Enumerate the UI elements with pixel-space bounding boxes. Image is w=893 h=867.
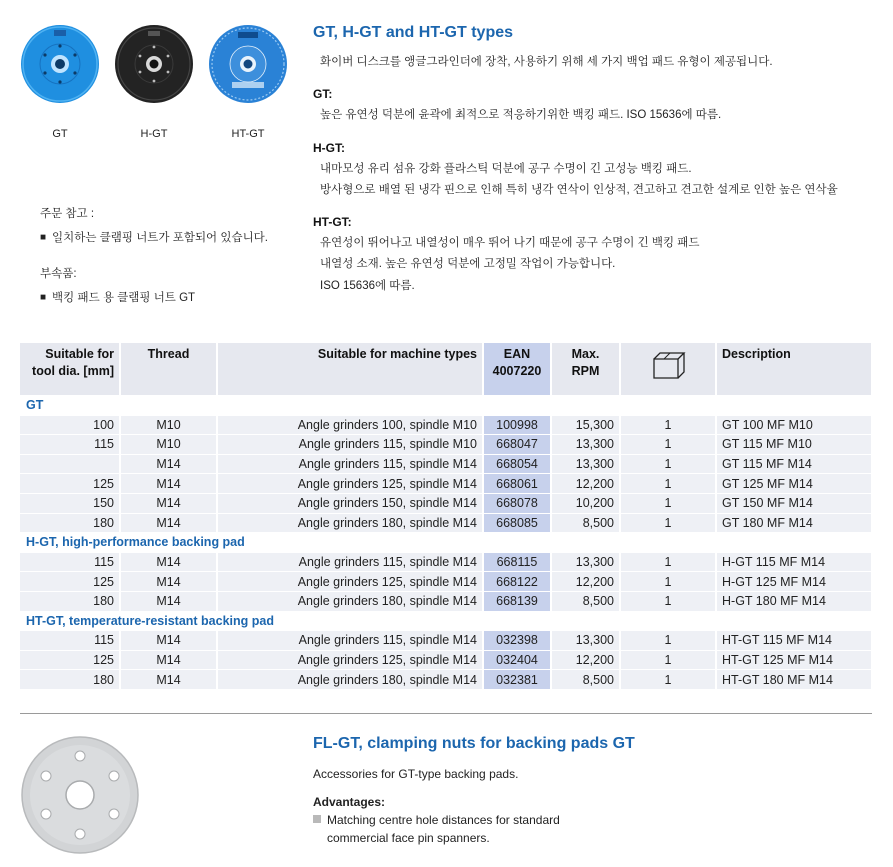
cell-tool-dia: 125 — [20, 571, 119, 591]
cell-tool-dia: 125 — [20, 650, 119, 670]
cell-tool-dia: 115 — [20, 434, 119, 454]
group-title: GT — [20, 395, 871, 415]
cell-max-rpm: 12,200 — [550, 650, 619, 670]
group-title: H-GT, high-performance backing pad — [20, 532, 871, 552]
cell-machine-type: Angle grinders 180, spindle M14 — [216, 513, 482, 533]
cell-ean: 668085 — [482, 513, 550, 533]
cell-machine-type: Angle grinders 150, spindle M14 — [216, 493, 482, 513]
htgt-backing-pad-image — [208, 24, 288, 104]
hgt-backing-pad-image — [114, 24, 194, 104]
group-header-row — [20, 532, 871, 552]
cell-machine-type: Angle grinders 180, spindle M14 — [216, 591, 482, 611]
cell-max-rpm: 8,500 — [550, 513, 619, 533]
cell-thread: M14 — [119, 552, 216, 572]
cell-thread: M14 — [119, 630, 216, 650]
htgt-description-1: 유연성이 뛰어나고 내열성이 매우 뛰어 나기 때문에 공구 수명이 긴 백킹 패드 — [320, 237, 700, 250]
cell-description: HT-GT 125 MF M14 — [715, 650, 871, 670]
accessory-item: ■ 백킹 패드 용 클램핑 너트 GT — [40, 288, 300, 310]
cell-max-rpm: 13,300 — [550, 552, 619, 572]
box-icon — [650, 350, 686, 380]
cell-thread: M14 — [119, 454, 216, 474]
table-header — [20, 343, 871, 395]
cell-description: GT 100 MF M10 — [715, 415, 871, 435]
clamping-nut-section — [313, 735, 873, 847]
cell-machine-type: Angle grinders 180, spindle M14 — [216, 669, 482, 689]
clamping-nut-title: FL-GT, clamping nuts for backing pads GT — [313, 735, 635, 752]
cell-max-rpm: 12,200 — [550, 571, 619, 591]
htgt-heading: HT-GT: — [313, 215, 352, 230]
cell-thread: M14 — [119, 571, 216, 591]
section-divider — [20, 713, 872, 714]
cell-pack-qty: 1 — [619, 434, 715, 454]
cell-ean: 100998 — [482, 415, 550, 435]
cell-description: GT 125 MF M14 — [715, 473, 871, 493]
cell-tool-dia: 125 — [20, 473, 119, 493]
order-note-item: ■ 일치하는 클램핑 너트가 포함되어 있습니다. — [40, 228, 300, 250]
product-images — [20, 24, 280, 154]
cell-pack-qty: 1 — [619, 493, 715, 513]
clamping-nut-image — [20, 728, 140, 863]
cell-pack-qty: 1 — [619, 552, 715, 572]
cell-description: HT-GT 180 MF M14 — [715, 669, 871, 689]
cell-pack-qty: 1 — [619, 415, 715, 435]
cell-max-rpm: 15,300 — [550, 415, 619, 435]
gt-caption: GT — [52, 128, 68, 140]
cell-description: GT 180 MF M14 — [715, 513, 871, 533]
cell-ean: 668047 — [482, 434, 550, 454]
header-max-rpm: Max. RPM — [550, 343, 619, 395]
cell-ean: 032398 — [482, 630, 550, 650]
types-title: GT, H-GT and HT-GT types — [313, 24, 514, 41]
cell-max-rpm: 10,200 — [550, 493, 619, 513]
clamping-nut-text: Accessories for GT-type backing pads. — [313, 767, 519, 781]
group-header-row — [20, 611, 871, 631]
types-intro — [313, 24, 883, 297]
header-pack — [619, 343, 715, 395]
cell-pack-qty: 1 — [619, 669, 715, 689]
cell-ean: 668061 — [482, 473, 550, 493]
hgt-caption: H-GT — [140, 128, 168, 140]
table-row — [20, 454, 871, 474]
cell-description: H-GT 115 MF M14 — [715, 552, 871, 572]
table-row — [20, 552, 871, 572]
cell-description: HT-GT 115 MF M14 — [715, 630, 871, 650]
cell-pack-qty: 1 — [619, 473, 715, 493]
cell-pack-qty: 1 — [619, 513, 715, 533]
cell-description: GT 115 MF M10 — [715, 434, 871, 454]
table-row — [20, 669, 871, 689]
htgt-description-2: 내열성 소재. 높은 유연성 덕분에 고정밀 작업이 가능합니다. — [320, 258, 616, 271]
hgt-description-2: 방사형으로 배열 된 냉각 핀으로 인해 특히 냉각 연삭이 인상적, 견고하고 견고한 설계로 인한 높은 연삭율 — [320, 183, 838, 196]
cell-pack-qty: 1 — [619, 650, 715, 670]
hgt-description-1: 내마모성 유리 섬유 강화 플라스틱 덕분에 공구 수명이 긴 고성능 백킹 패드. — [320, 162, 692, 175]
cell-machine-type: Angle grinders 115, spindle M14 — [216, 630, 482, 650]
cell-pack-qty: 1 — [619, 591, 715, 611]
cell-thread: M14 — [119, 650, 216, 670]
table-row — [20, 434, 871, 454]
table-row — [20, 650, 871, 670]
accessory-heading: 부속품: — [40, 267, 77, 280]
cell-thread: M14 — [119, 493, 216, 513]
cell-ean: 668078 — [482, 493, 550, 513]
cell-tool-dia — [20, 454, 119, 474]
cell-ean: 032381 — [482, 669, 550, 689]
gt-description: 높은 유연성 덕분에 윤곽에 최적으로 적응하기위한 백킹 패드. ISO 15636에 따름. — [320, 109, 722, 122]
cell-ean: 032404 — [482, 650, 550, 670]
cell-max-rpm: 12,200 — [550, 473, 619, 493]
advantage-item-line2: commercial face pin spanners. — [327, 831, 490, 845]
header-ean: EAN 4007220 — [482, 343, 550, 395]
gt-heading: GT: — [313, 87, 333, 102]
cell-tool-dia: 150 — [20, 493, 119, 513]
cell-max-rpm: 8,500 — [550, 669, 619, 689]
cell-machine-type: Angle grinders 125, spindle M14 — [216, 571, 482, 591]
cell-max-rpm: 13,300 — [550, 454, 619, 474]
cell-thread: M14 — [119, 513, 216, 533]
table-row — [20, 591, 871, 611]
group-header-row — [20, 395, 871, 415]
types-description: 화이버 디스크를 앵글그라인더에 장착, 사용하기 위해 세 가지 백업 패드 유형이 제공됩니다. — [320, 56, 773, 68]
cell-machine-type: Angle grinders 115, spindle M14 — [216, 454, 482, 474]
header-machine-types: Suitable for machine types — [216, 343, 482, 395]
group-title: HT-GT, temperature-resistant backing pad — [20, 611, 871, 631]
cell-machine-type: Angle grinders 115, spindle M10 — [216, 434, 482, 454]
cell-max-rpm: 13,300 — [550, 434, 619, 454]
cell-thread: M10 — [119, 434, 216, 454]
cell-description: GT 115 MF M14 — [715, 454, 871, 474]
hgt-heading: H-GT: — [313, 140, 345, 155]
cell-ean: 668054 — [482, 454, 550, 474]
advantage-item-line1: Matching centre hole distances for standard — [313, 811, 873, 829]
cell-ean: 668139 — [482, 591, 550, 611]
cell-tool-dia: 115 — [20, 552, 119, 572]
table-row — [20, 630, 871, 650]
cell-tool-dia: 180 — [20, 591, 119, 611]
table-row — [20, 513, 871, 533]
cell-description: H-GT 180 MF M14 — [715, 591, 871, 611]
advantages-heading: Advantages: — [313, 795, 386, 809]
gt-backing-pad-image — [20, 24, 100, 104]
cell-tool-dia: 115 — [20, 630, 119, 650]
htgt-caption: HT-GT — [231, 128, 265, 140]
cell-max-rpm: 8,500 — [550, 591, 619, 611]
cell-thread: M14 — [119, 591, 216, 611]
cell-machine-type: Angle grinders 115, spindle M14 — [216, 552, 482, 572]
cell-thread: M14 — [119, 473, 216, 493]
cell-thread: M10 — [119, 415, 216, 435]
table-row — [20, 571, 871, 591]
product-table — [20, 343, 871, 689]
order-note-heading: 주문 참고 : — [40, 208, 95, 220]
cell-ean: 668122 — [482, 571, 550, 591]
cell-pack-qty: 1 — [619, 454, 715, 474]
table-row — [20, 415, 871, 435]
cell-machine-type: Angle grinders 100, spindle M10 — [216, 415, 482, 435]
cell-pack-qty: 1 — [619, 571, 715, 591]
cell-ean: 668115 — [482, 552, 550, 572]
header-tool-dia: Suitable for tool dia. [mm] — [20, 343, 119, 395]
cell-tool-dia: 180 — [20, 669, 119, 689]
cell-machine-type: Angle grinders 125, spindle M14 — [216, 650, 482, 670]
order-notes — [40, 204, 300, 309]
cell-thread: M14 — [119, 669, 216, 689]
cell-description: GT 150 MF M14 — [715, 493, 871, 513]
header-description: Description — [715, 343, 871, 395]
cell-description: H-GT 125 MF M14 — [715, 571, 871, 591]
cell-pack-qty: 1 — [619, 630, 715, 650]
cell-machine-type: Angle grinders 125, spindle M14 — [216, 473, 482, 493]
cell-tool-dia: 180 — [20, 513, 119, 533]
htgt-description-3: ISO 15636에 따름. — [320, 279, 415, 292]
table-row — [20, 493, 871, 513]
header-thread: Thread — [119, 343, 216, 395]
cell-max-rpm: 13,300 — [550, 630, 619, 650]
table-row — [20, 473, 871, 493]
cell-tool-dia: 100 — [20, 415, 119, 435]
